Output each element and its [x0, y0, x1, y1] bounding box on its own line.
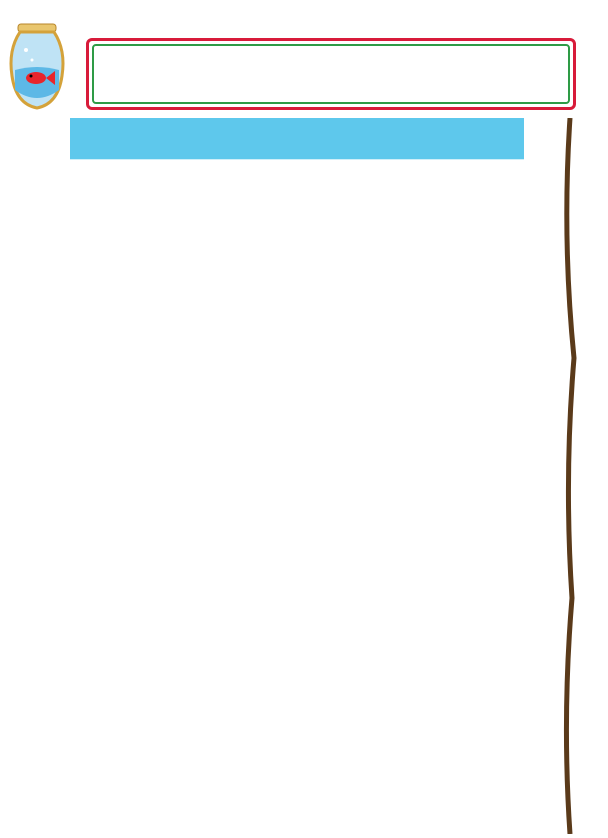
- blossom-decoration: [524, 118, 608, 834]
- title-banner: [86, 38, 576, 110]
- table-header: [70, 118, 524, 160]
- fishbowl-logo: [6, 20, 68, 112]
- discount-column-header: [0, 118, 68, 160]
